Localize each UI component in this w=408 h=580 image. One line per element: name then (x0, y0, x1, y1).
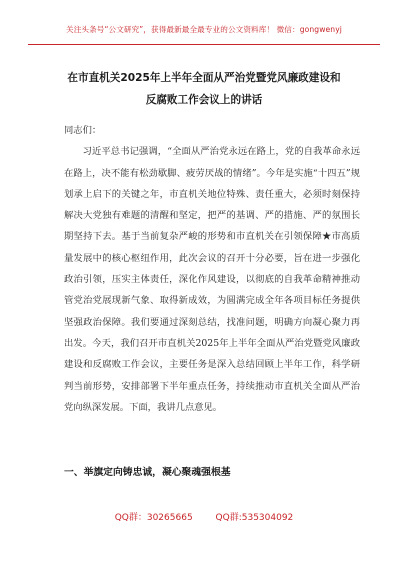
document-title-line-2: 反腐败工作会议上的讲话 (145, 94, 263, 106)
footer-qq-group-2: QQ群:535304092 (215, 513, 294, 523)
document-body (64, 120, 360, 418)
header-banner: 关注头条号“公文研究”，获得最新最全最专业的公文资料库！ 微信：gongwenyj (66, 25, 342, 34)
body-paragraph: 习近平总书记强调，“全面从严治党永远在路上，党的自我革命永远在路上，决不能有松劲歇脚、疲劳厌战的情绪”。今年是实施“十四五”规划承上启下的关键之年，市直机关地位特殊、责任重大，必须时刻保持解决大党独有难题的清醒和坚定，把严的基调、严的措施、严的氛围长期坚持下去。基于当前复杂严峻的形势和市直机关在引领保障★市高质量发展中的核心枢纽作用，此次会议的召开十分必要，旨在进一步强化政治引领，压实主体责任，深化作风建设，以彻底的自我革命精神推动管党治党展现新气象、取得新成效，为圆满完成全年各项目标任务提供坚强政治保障。我们要通过深刻总结，找准问题，明确方向凝心聚力再出发。今天，我们召开市直机关2025年上半年全面从严治党暨党风廉政建设和反腐败工作会议，主要任务是深入总结回顾上半年工作，科学研判当前形势，安排部署下半年重点任务，持续推动市直机关全面从严治党向纵深发展。下面，我讲几点意见。 (64, 146, 360, 413)
footer-qq-groups (0, 510, 408, 523)
section-heading: 一、举旗定向铸忠诚，凝心聚魂强根基 (64, 467, 231, 478)
document-title-line-1: 在市直机关2025年上半年全面从严治党暨党风廉政建设和 (67, 72, 341, 84)
header-divider (28, 44, 380, 45)
greeting: 同志们： (64, 125, 102, 136)
footer-qq-group-1: QQ群：30265665 (114, 513, 193, 523)
